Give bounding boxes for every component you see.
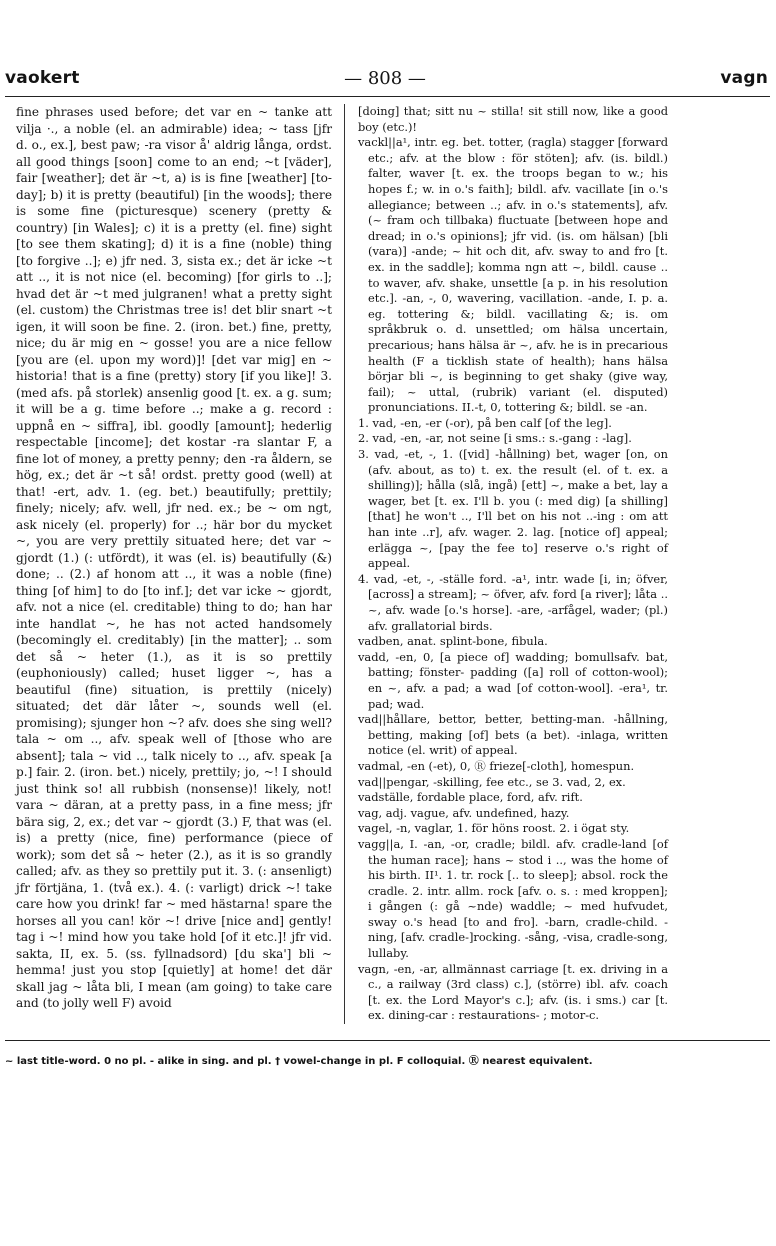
entry-vad-3: 3. vad, -et, -, 1. ([vid] -hållning) bet, wager [on, on (afv. about, as to) t. ex. the result (el. of t. ex. a shilling)]; hålla (slå, ingå) [ett] ~, make a bet, lay a wager, bet [t. ex. I'll b. you (: med dig) [a shilling] [that] he won't .., I'll bet on his not ..-ing : om att han inte ..r], afv. wager. 2. lag. [notice of] appeal; erlägga ~, [pay the fee to] reserve o.'s right of appeal. xyxy=(358,447,668,571)
entry-vadd: vadd, -en, 0, [a piece of] wadding; bomullsafv. bat, batting; fönster- padding ([a] roll of cotton-wool); en ~, afv. a pad; a wad [of cotton-wool]. -era¹, tr. pad; wad. xyxy=(358,649,668,711)
entry-vadhallare: vad||hållare, bettor, better, betting-man. -hållning, betting, making [of] bets (a bet). -inlaga, written notice (el. writ) of appeal. xyxy=(358,712,668,758)
page-number: — 808 — xyxy=(344,68,426,89)
entry-vackla: vackl||a¹, intr. eg. bet. totter, (ragla) stagger [forward etc.; afv. at the blow : för stöten]; afv. (is. bildl.) falter, waver [t. ex. the troops began to w.; his hopes f.; w. in o.'s faith]; bildl. afv. vacillate [in o.'s allegiance; between ..; afv. in o.'s statements], afv. (~ fram och tillbaka) fluctuate [between hope and dread; in o.'s opinions]; jfr vid. (is. om hälsan) [bli (vara)] -ande; ~ hit och dit, afv. sway to and fro [t. ex. in the saddle]; komma ngn att ~, bildl. cause .. to waver, afv. shake, unsettle [a p. in his resolution etc.]. -an, -, 0, wavering, vacillation. -ande, I. p. a. eg. tottering &; bildl. vacillating &; is. om språkbruk o. d. unsettled; om hälsa uncertain, precarious; hans hälsa är ~, afv. he is in precarious health (F a ticklish state of health); hans hälsa börjar bli ~, is beginning to get shaky (give way, fail); ~ uttal, (rubrik) variant (el. disputed) pronunciations. II.-t, 0, tottering &; bildl. se -an. xyxy=(358,135,668,415)
entry-vad-2: 2. vad, -en, -ar, not seine [i sms.: s.-gang : -lag]. xyxy=(358,431,632,446)
abbreviation-key-footnote: ~ last title-word. 0 no pl. - alike in sing. and pl. † vowel-change in pl. F colloquial. Ⓡ nearest equivalent. xyxy=(5,1056,593,1067)
entry-vagn: vagn, -en, -ar, allmännast carriage [t. ex. driving in a c., a railway (3rd class) c.], (större) ibl. afv. coach [t. ex. the Lord Mayor's c.]; afv. (is. i sms.) car [t. ex. dining-car : restaurations- ; motor-c. xyxy=(358,961,668,1023)
column-divider xyxy=(344,104,345,1024)
entry-vadben: vadben, anat. splint-bone, fibula. xyxy=(358,634,548,649)
header-right-guide-word: vagn xyxy=(720,68,768,88)
entry-vad-1: 1. vad, -en, -er (-or), på ben calf [of the leg]. xyxy=(358,415,612,430)
entry-vadpengar: vad||pengar, -skilling, fee etc., se 3. vad, 2, ex. xyxy=(358,774,626,789)
header-left-guide-word: vaokert xyxy=(5,68,80,88)
entry-vadstalle: vadställe, fordable place, ford, afv. rift. xyxy=(358,790,583,805)
entry-vagga: vagg||a, I. -an, -or, cradle; bildl. afv. cradle-land [of the human race]; hans ~ stod i .., was the home of his birth. II¹. 1. tr. rock [.. to sleep]; absol. rock the cradle. 2. intr. allm. rock [afv. o. s. : med kroppen]; i gången (: gå ~nde) waddle; ~ med hufvudet, sway o.'s head [to and fro]. -barn, cradle-child. -ning, [afv. cradle-]rocking. -sång, -visa, cradle-song, lullaby. xyxy=(358,836,668,961)
right-column xyxy=(358,104,668,1024)
entry-vagel: vagel, -n, vaglar, 1. för höns roost. 2. i ögat sty. xyxy=(358,821,630,836)
header-rule xyxy=(5,96,770,97)
entry-vad-4: 4. vad, -et, -, -ställe ford. -a¹, intr. wade [i, in; öfver, [across] a stream]; ~ öfver, afv. ford [a river]; låta .. ~, afv. wade [o.'s horse]. -are, -arfågel, wader; (pl.) afv. grallatorial birds. xyxy=(358,571,668,633)
footer-rule xyxy=(5,1040,770,1041)
entry-vadmal: vadmal, -en (-et), 0, Ⓡ frieze[-cloth], homespun. xyxy=(358,758,635,773)
left-column-text: fine phrases used before; det var en ~ tanke att vilja ·., a noble (el. an admirable) idea; ~ tass [jfr d. o., ex.], best paw; -ra visor å' aldrig långa, ordst. all good things [soon] come to an end; ~t [väder], fair [weather]; det är ~t, a) is is fine [weather] [to-day]; b) it is pretty (beautiful) [in the woods]; there is some fine (picturesque) scenery (pretty & country) [in Wales]; c) it is a pretty (el. fine) sight [to see them skating]; d) it is a fine (noble) thing [to forgive ..]; e) jfr ned. 3, sista ex.; det är icke ~t att .., it is not nice (el. becoming) [for girls to ..]; hvad det är ~t med julgranen! what a pretty sight (el. custom) the Christmas tree is! det blir snart ~t igen, it will soon be fine. 2. (iron. bet.) fine, pretty, nice; du är mig en ~ gosse! you are a nice fellow [you are (el. upon my word)]! [det var mig] en ~ historia! that is a fine (pretty) story [if you like]! 3. (med afs. på storlek) ansenlig good [t. ex. a g. sum; it will be a g. time before ..; make a g. record : uppnå en ~ siffra], ibl. goodly [amount]; hederlig respectable [income]; det kostar -ra slantar F, a fine lot of money, a pretty penny; den -ra åldern, se hög, ex.; det är ~t så! ordst. pretty good (well) at that! -ert, adv. 1. (eg. bet.) beautifully; prettily; finely; nicely; afv. well, jfr ned. ex.; be ~ om ngt, ask nicely (el. properly) for ..; här bor du mycket ~, you are very prettily situated here; det var ~ gjordt (1.) (: utfördt), it was (el. is) beautifully (&) done; .. (2.) af honom att .., it was a noble (fine) thing [of him] to do [to inf.]; det var icke ~ gjordt, afv. not a nice (el. creditable) thing to do; han har inte handlat ~, he has not acted handsomely (becomingly el. creditably) [in the matter]; .. som det så ~ heter (1.), as it is so prettily (euphoniously) called; huset ligger ~, has a beautiful (fine) situation, is prettily (nicely) situated; det där låter ~, sounds well (el. promising); sjunger hon ~? afv. does she sing well? tala ~ om .., afv. speak well of [those who are absent]; tala ~ vid .., talk nicely to .., afv. speak [a p.] fair. 2. (iron. bet.) nicely, prettily; jo, ~! I should just think so! all rubbish (nonsense)! likely, not! vara ~ däran, at a pretty pass, in a fine mess; jfr bära sig, 2, ex.; det var ~ gjordt (3.) F, that was (el. is) a pretty (nice, fine) performance (piece of work); som det så ~ heter (2.), as it is so grandly called; afv. as they so prettily put it. 3. (: ansenligt) jfr förtjäna, 1. (två ex.). 4. (: varligt) drick ~! take care how you drink! far ~ med hästarna! spare the horses all you can! kör ~! drive [nice and] gently! tag i ~! mind how you take hold [of it etc.]! jfr vid. sakta, II, ex. 5. (ss. fyllnadsord) [du ska'] bli ~ hemma! just you stop [quietly] at home! det där skall jag ~ låta bli, I mean (am going) to take care and (to jolly well F) avoid xyxy=(16,105,332,1010)
entry-continuation: [doing] that; sitt nu ~ stilla! sit still now, like a good boy (etc.)! xyxy=(358,104,668,134)
entry-vag: vag, adj. vague, afv. undefined, hazy. xyxy=(358,805,570,820)
left-column xyxy=(16,104,332,1012)
